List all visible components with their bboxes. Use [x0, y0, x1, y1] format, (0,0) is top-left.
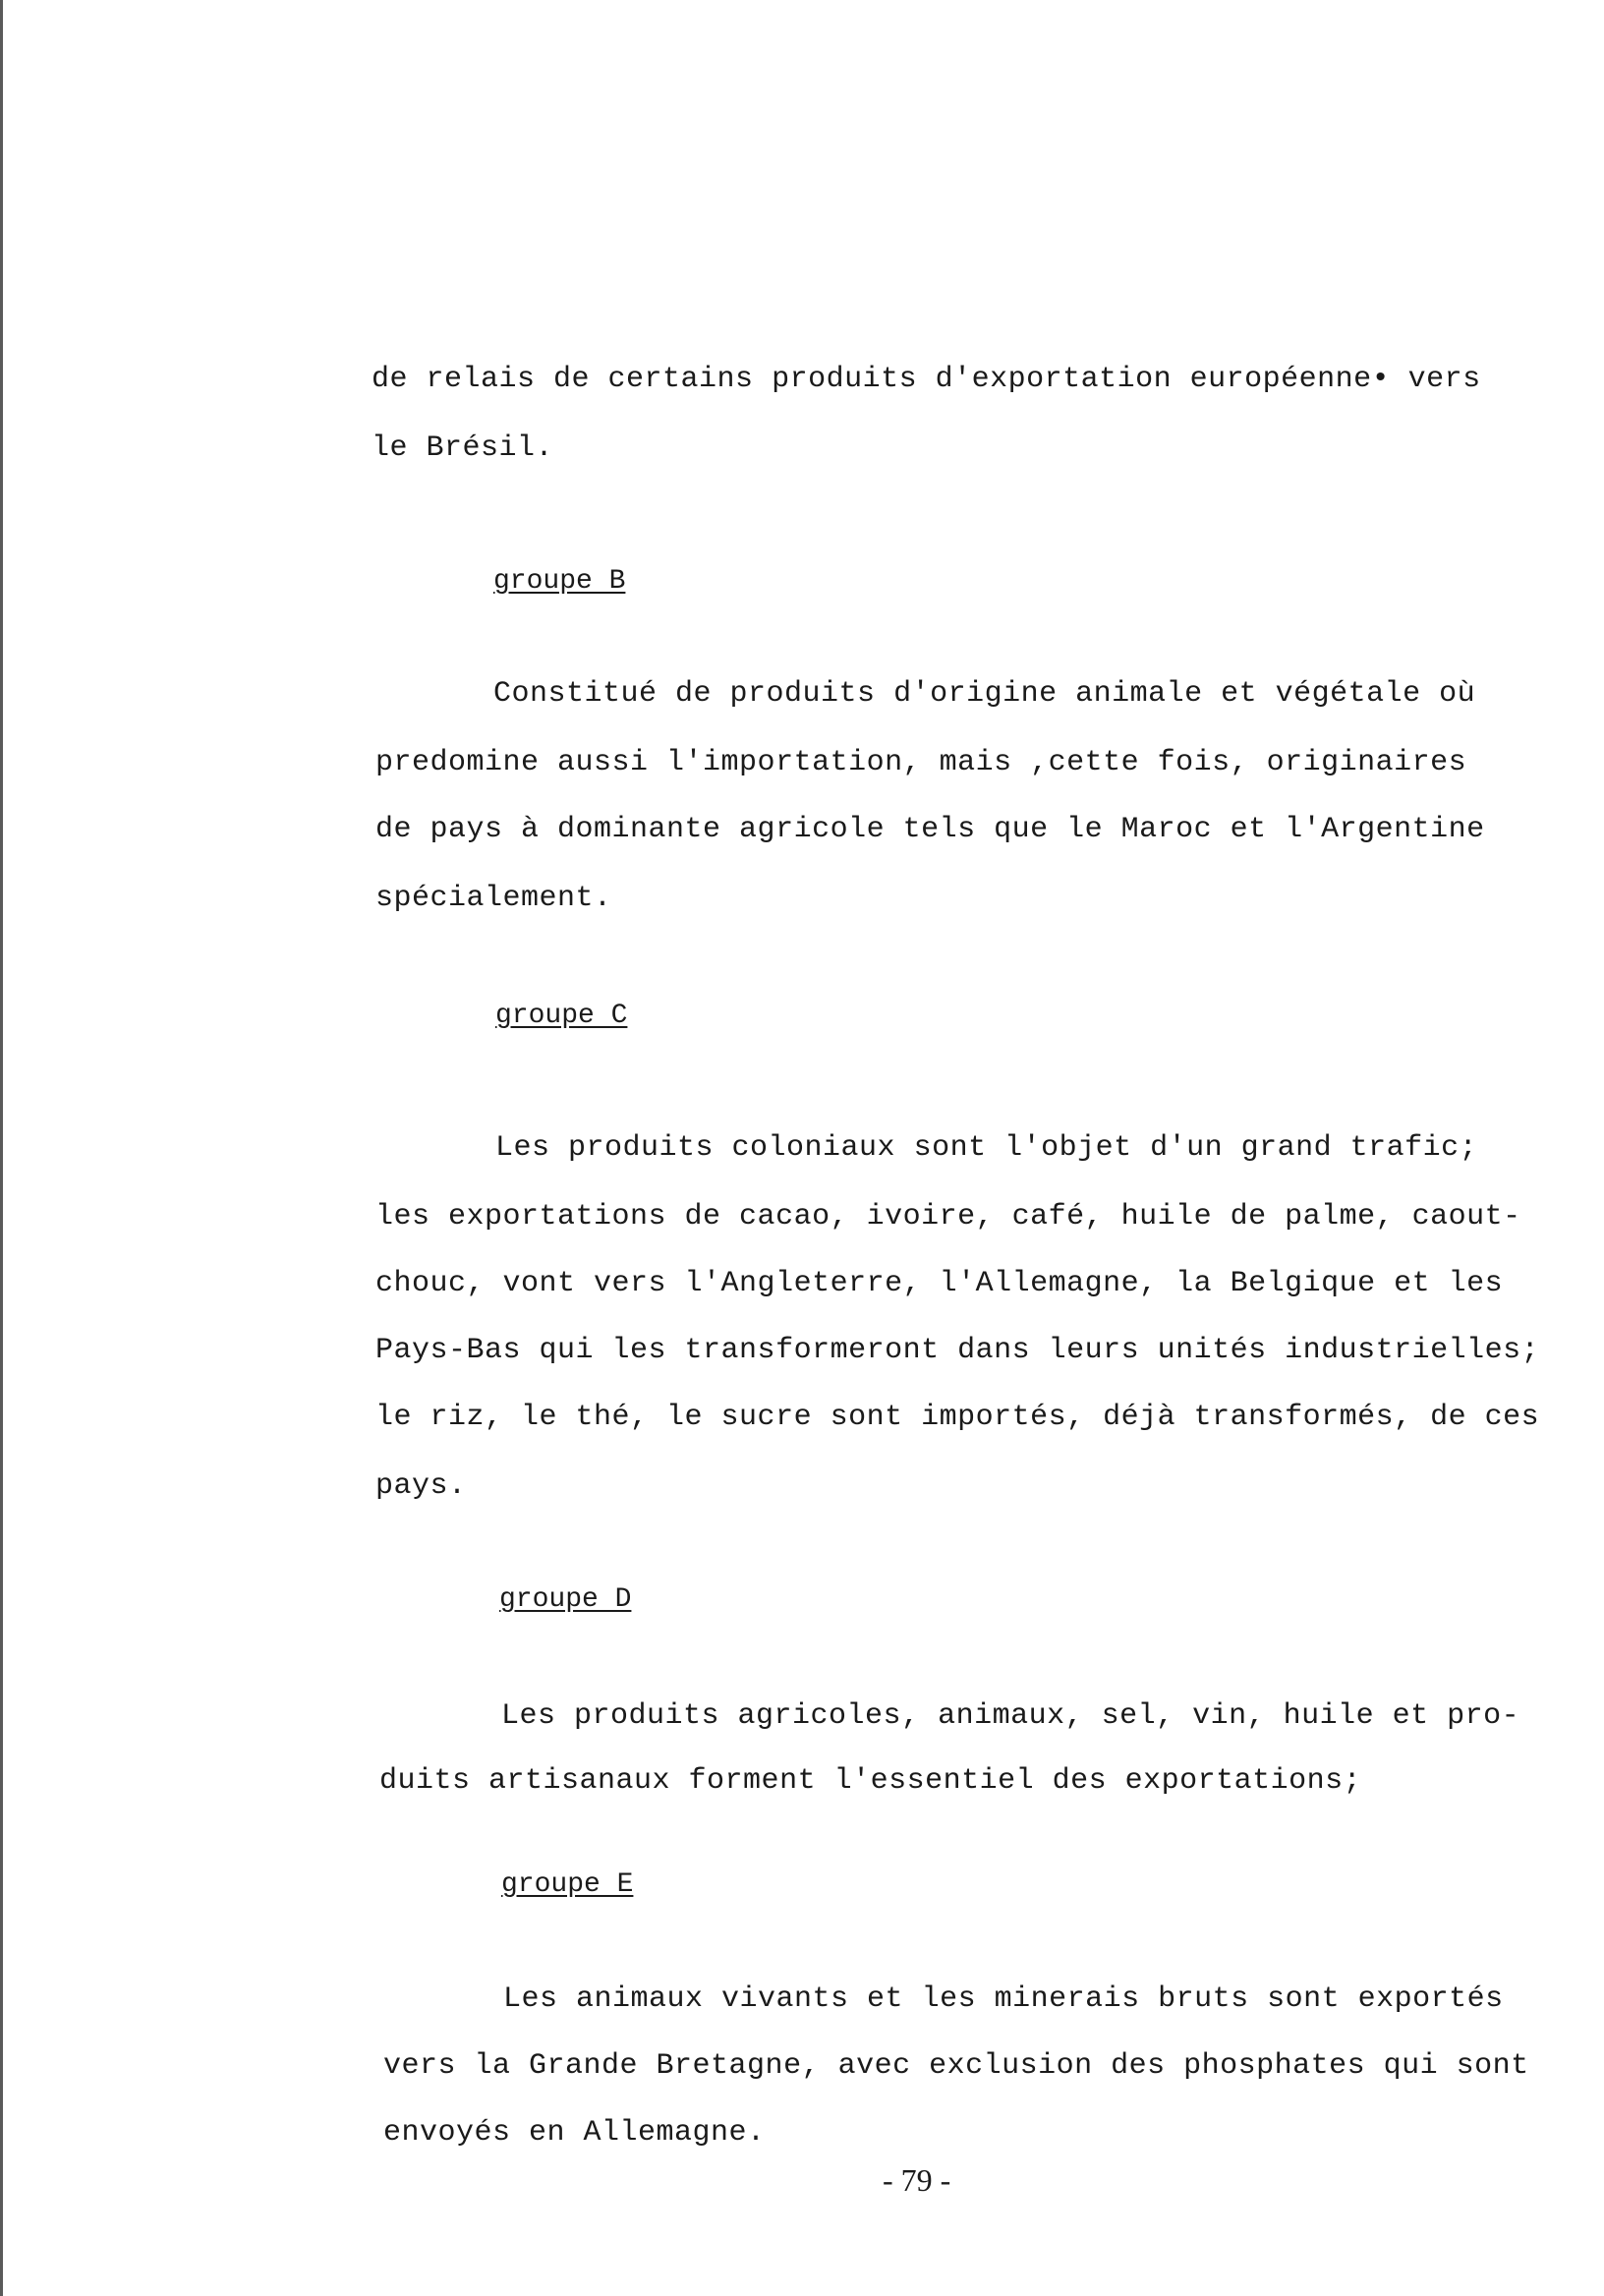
page-edge	[0, 0, 3, 2296]
section-heading-group-b: groupe B	[493, 566, 626, 597]
text-line: pays.	[375, 1469, 467, 1503]
text-line: le riz, le thé, le sucre sont importés, déjà transformés, de ces	[375, 1401, 1540, 1434]
section-heading-group-d: groupe D	[499, 1584, 632, 1615]
text-line: les exportations de cacao, ivoire, café, huile de palme, caout-	[375, 1200, 1521, 1234]
text-line: Constitué de produits d'origine animale et végétale où	[493, 677, 1476, 711]
section-heading-group-e: groupe E	[501, 1869, 634, 1900]
text-line: envoyés en Allemagne.	[383, 2116, 766, 2150]
text-line: le Brésil.	[372, 431, 554, 465]
text-line: chouc, vont vers l'Angleterre, l'Allemagne, la Belgique et les	[375, 1267, 1504, 1300]
text-line: spécialement.	[375, 882, 612, 915]
page-number: - 79 -	[883, 2162, 951, 2198]
text-line: de relais de certains produits d'exportation européenne• vers	[372, 363, 1481, 396]
text-line: duits artisanaux forment l'essentiel des exportations;	[379, 1764, 1362, 1798]
section-heading-group-c: groupe C	[495, 1001, 628, 1031]
text-line: de pays à dominante agricole tels que le Maroc et l'Argentine	[375, 813, 1485, 846]
text-line: vers la Grande Bretagne, avec exclusion des phosphates qui sont	[383, 2049, 1529, 2083]
text-line: Les animaux vivants et les minerais bruts sont exportés	[503, 1982, 1504, 2016]
text-line: predomine aussi l'importation, mais ,cette fois, originaires	[375, 746, 1467, 779]
text-line: Pays-Bas qui les transformeront dans leurs unités industrielles;	[375, 1334, 1540, 1367]
text-line: Les produits agricoles, animaux, sel, vin, huile et pro-	[501, 1699, 1520, 1733]
text-line: Les produits coloniaux sont l'objet d'un grand trafic;	[495, 1131, 1478, 1165]
